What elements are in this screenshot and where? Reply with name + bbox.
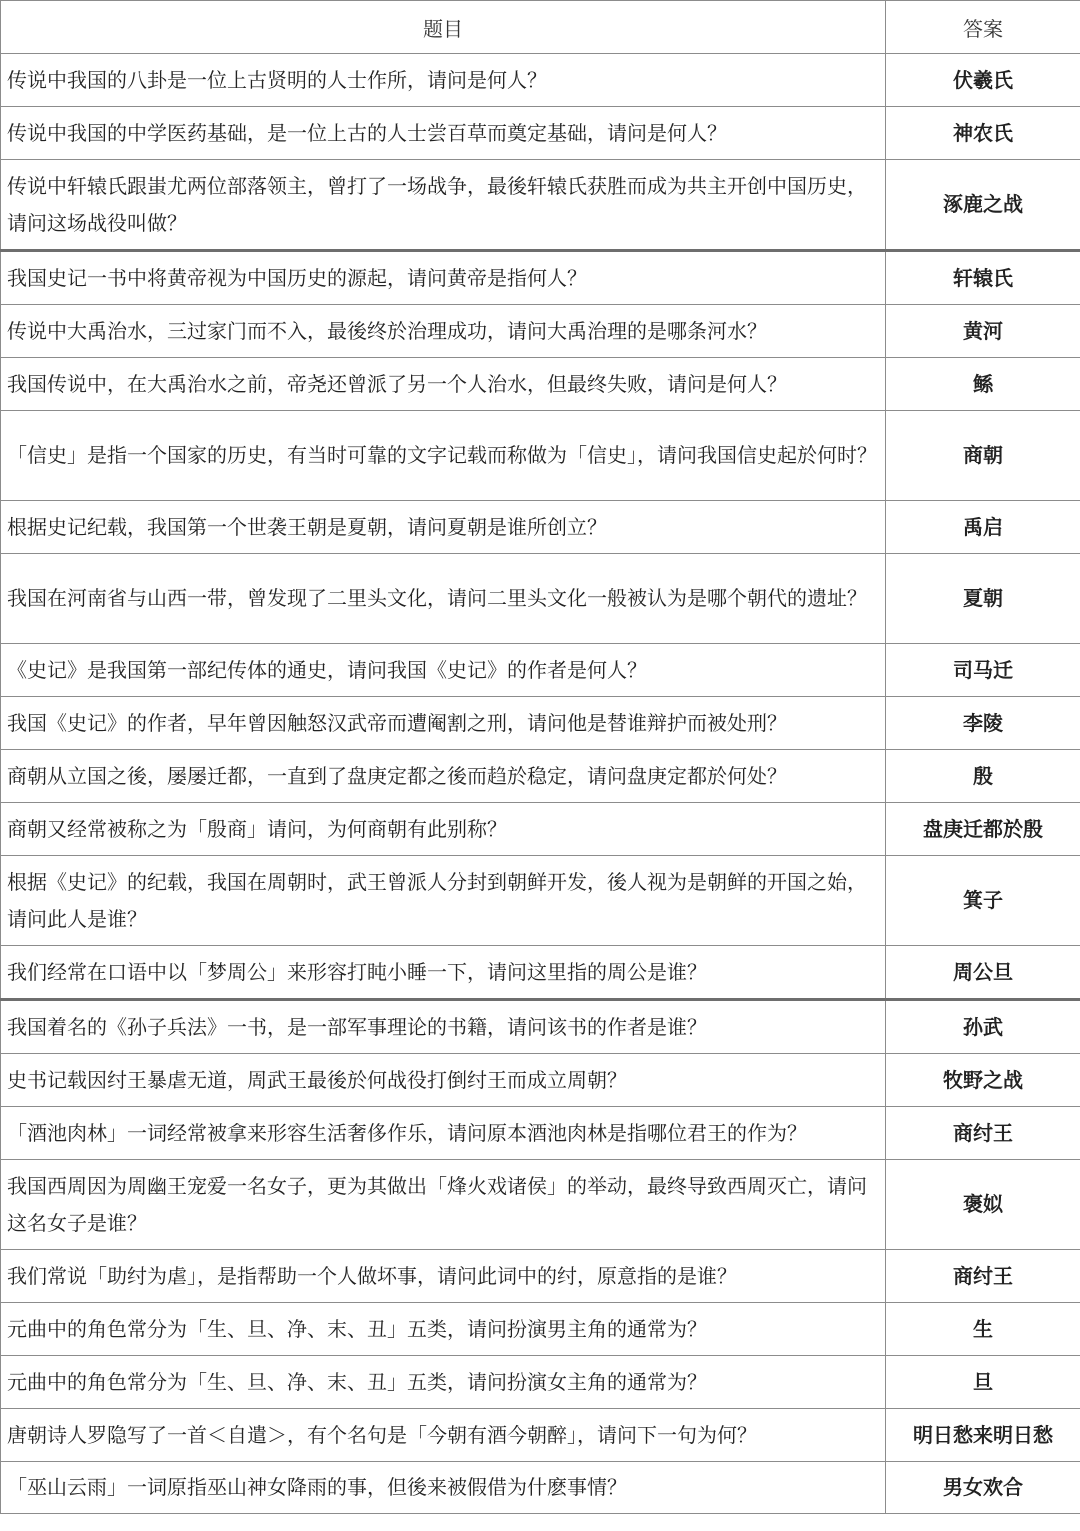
question-cell: 元曲中的角色常分为「生、旦、净、末、丑」五类，请问扮演女主角的通常为？ bbox=[1, 1356, 886, 1409]
answer-cell: 殷 bbox=[886, 750, 1080, 803]
answer-cell: 伏羲氏 bbox=[886, 54, 1080, 107]
table-row bbox=[1, 1107, 1080, 1160]
answer-cell: 孙武 bbox=[886, 1000, 1080, 1054]
question-cell: 元曲中的角色常分为「生、旦、净、末、丑」五类，请问扮演男主角的通常为？ bbox=[1, 1303, 886, 1356]
question-cell: 我们经常在口语中以「梦周公」来形容打盹小睡一下，请问这里指的周公是谁？ bbox=[1, 946, 886, 1000]
table-row bbox=[1, 1303, 1080, 1356]
answer-cell: 男女欢合 bbox=[886, 1462, 1080, 1514]
answer-cell: 轩辕氏 bbox=[886, 251, 1080, 305]
question-cell: 根据史记纪载，我国第一个世袭王朝是夏朝，请问夏朝是谁所创立？ bbox=[1, 501, 886, 554]
answer-cell: 涿鹿之战 bbox=[886, 160, 1080, 251]
table-row bbox=[1, 54, 1080, 107]
table-row bbox=[1, 501, 1080, 554]
answer-cell: 司马迁 bbox=[886, 644, 1080, 697]
table-row bbox=[1, 160, 1080, 251]
answer-cell: 商纣王 bbox=[886, 1107, 1080, 1160]
header-row bbox=[1, 1, 1080, 54]
table-row bbox=[1, 697, 1080, 750]
question-column-header: 题目 bbox=[1, 1, 886, 54]
answer-cell: 褒姒 bbox=[886, 1160, 1080, 1250]
table-row bbox=[1, 750, 1080, 803]
answer-cell: 商朝 bbox=[886, 411, 1080, 501]
answer-cell: 商纣王 bbox=[886, 1250, 1080, 1303]
answer-cell: 盘庚迁都於殷 bbox=[886, 803, 1080, 856]
question-cell: 我国西周因为周幽王宠爱一名女子，更为其做出「烽火戏诸侯」的举动，最终导致西周灭亡，请问这名女子是谁？ bbox=[1, 1160, 886, 1250]
answer-column-header: 答案 bbox=[886, 1, 1080, 54]
question-cell: 传说中轩辕氏跟蚩尤两位部落领主，曾打了一场战争，最後轩辕氏获胜而成为共主开创中国历史，请问这场战役叫做？ bbox=[1, 160, 886, 251]
question-cell: 传说中我国的中学医药基础，是一位上古的人士尝百草而奠定基础，请问是何人？ bbox=[1, 107, 886, 160]
table-row bbox=[1, 644, 1080, 697]
table-row bbox=[1, 358, 1080, 411]
question-cell: 「信史」是指一个国家的历史，有当时可靠的文字记载而称做为「信史」，请问我国信史起於何时？ bbox=[1, 411, 886, 501]
table-row bbox=[1, 1462, 1080, 1514]
answer-cell: 周公旦 bbox=[886, 946, 1080, 1000]
table-row bbox=[1, 946, 1080, 1000]
question-cell: 我国在河南省与山西一带，曾发现了二里头文化，请问二里头文化一般被认为是哪个朝代的遗址？ bbox=[1, 554, 886, 644]
answer-cell: 禹启 bbox=[886, 501, 1080, 554]
question-cell: 我国史记一书中将黄帝视为中国历史的源起，请问黄帝是指何人？ bbox=[1, 251, 886, 305]
answer-cell: 生 bbox=[886, 1303, 1080, 1356]
question-cell: 「巫山云雨」一词原指巫山神女降雨的事，但後来被假借为什麽事情？ bbox=[1, 1462, 886, 1514]
question-cell: 我国传说中，在大禹治水之前，帝尧还曾派了另一个人治水，但最终失败，请问是何人？ bbox=[1, 358, 886, 411]
table-row bbox=[1, 251, 1080, 305]
answer-cell: 箕子 bbox=[886, 856, 1080, 946]
table-row bbox=[1, 107, 1080, 160]
table-row bbox=[1, 554, 1080, 644]
table-row bbox=[1, 1000, 1080, 1054]
answer-cell: 夏朝 bbox=[886, 554, 1080, 644]
table-row bbox=[1, 803, 1080, 856]
table-row bbox=[1, 411, 1080, 501]
answer-cell: 黄河 bbox=[886, 305, 1080, 358]
table-row bbox=[1, 1160, 1080, 1250]
question-cell: 唐朝诗人罗隐写了一首＜自遣＞，有个名句是「今朝有酒今朝醉」，请问下一句为何？ bbox=[1, 1409, 886, 1462]
question-cell: 传说中我国的八卦是一位上古贤明的人士作所，请问是何人？ bbox=[1, 54, 886, 107]
question-cell: 我国《史记》的作者，早年曾因触怒汉武帝而遭阉割之刑，请问他是替谁辩护而被处刑？ bbox=[1, 697, 886, 750]
question-cell: 传说中大禹治水，三过家门而不入，最後终於治理成功，请问大禹治理的是哪条河水？ bbox=[1, 305, 886, 358]
answer-cell: 明日愁来明日愁 bbox=[886, 1409, 1080, 1462]
question-cell: 商朝又经常被称之为「殷商」请问，为何商朝有此别称？ bbox=[1, 803, 886, 856]
question-cell: 史书记载因纣王暴虐无道，周武王最後於何战役打倒纣王而成立周朝？ bbox=[1, 1054, 886, 1107]
answer-cell: 旦 bbox=[886, 1356, 1080, 1409]
table-row bbox=[1, 1409, 1080, 1462]
answer-cell: 神农氏 bbox=[886, 107, 1080, 160]
answer-cell: 鲧 bbox=[886, 358, 1080, 411]
question-cell: 《史记》是我国第一部纪传体的通史，请问我国《史记》的作者是何人？ bbox=[1, 644, 886, 697]
table-row bbox=[1, 1356, 1080, 1409]
question-cell: 商朝从立国之後，屡屡迁都，一直到了盘庚定都之後而趋於稳定，请问盘庚定都於何处？ bbox=[1, 750, 886, 803]
question-cell: 「酒池肉林」一词经常被拿来形容生活奢侈作乐，请问原本酒池肉林是指哪位君王的作为？ bbox=[1, 1107, 886, 1160]
question-cell: 我国着名的《孙子兵法》一书，是一部军事理论的书籍，请问该书的作者是谁？ bbox=[1, 1000, 886, 1054]
question-cell: 根据《史记》的纪载，我国在周朝时，武王曾派人分封到朝鲜开发，後人视为是朝鲜的开国之始，请问此人是谁？ bbox=[1, 856, 886, 946]
answer-cell: 李陵 bbox=[886, 697, 1080, 750]
table-row bbox=[1, 856, 1080, 946]
table-row bbox=[1, 1250, 1080, 1303]
table-row bbox=[1, 305, 1080, 358]
table-row bbox=[1, 1054, 1080, 1107]
answer-cell: 牧野之战 bbox=[886, 1054, 1080, 1107]
question-cell: 我们常说「助纣为虐」，是指帮助一个人做坏事，请问此词中的纣，原意指的是谁？ bbox=[1, 1250, 886, 1303]
